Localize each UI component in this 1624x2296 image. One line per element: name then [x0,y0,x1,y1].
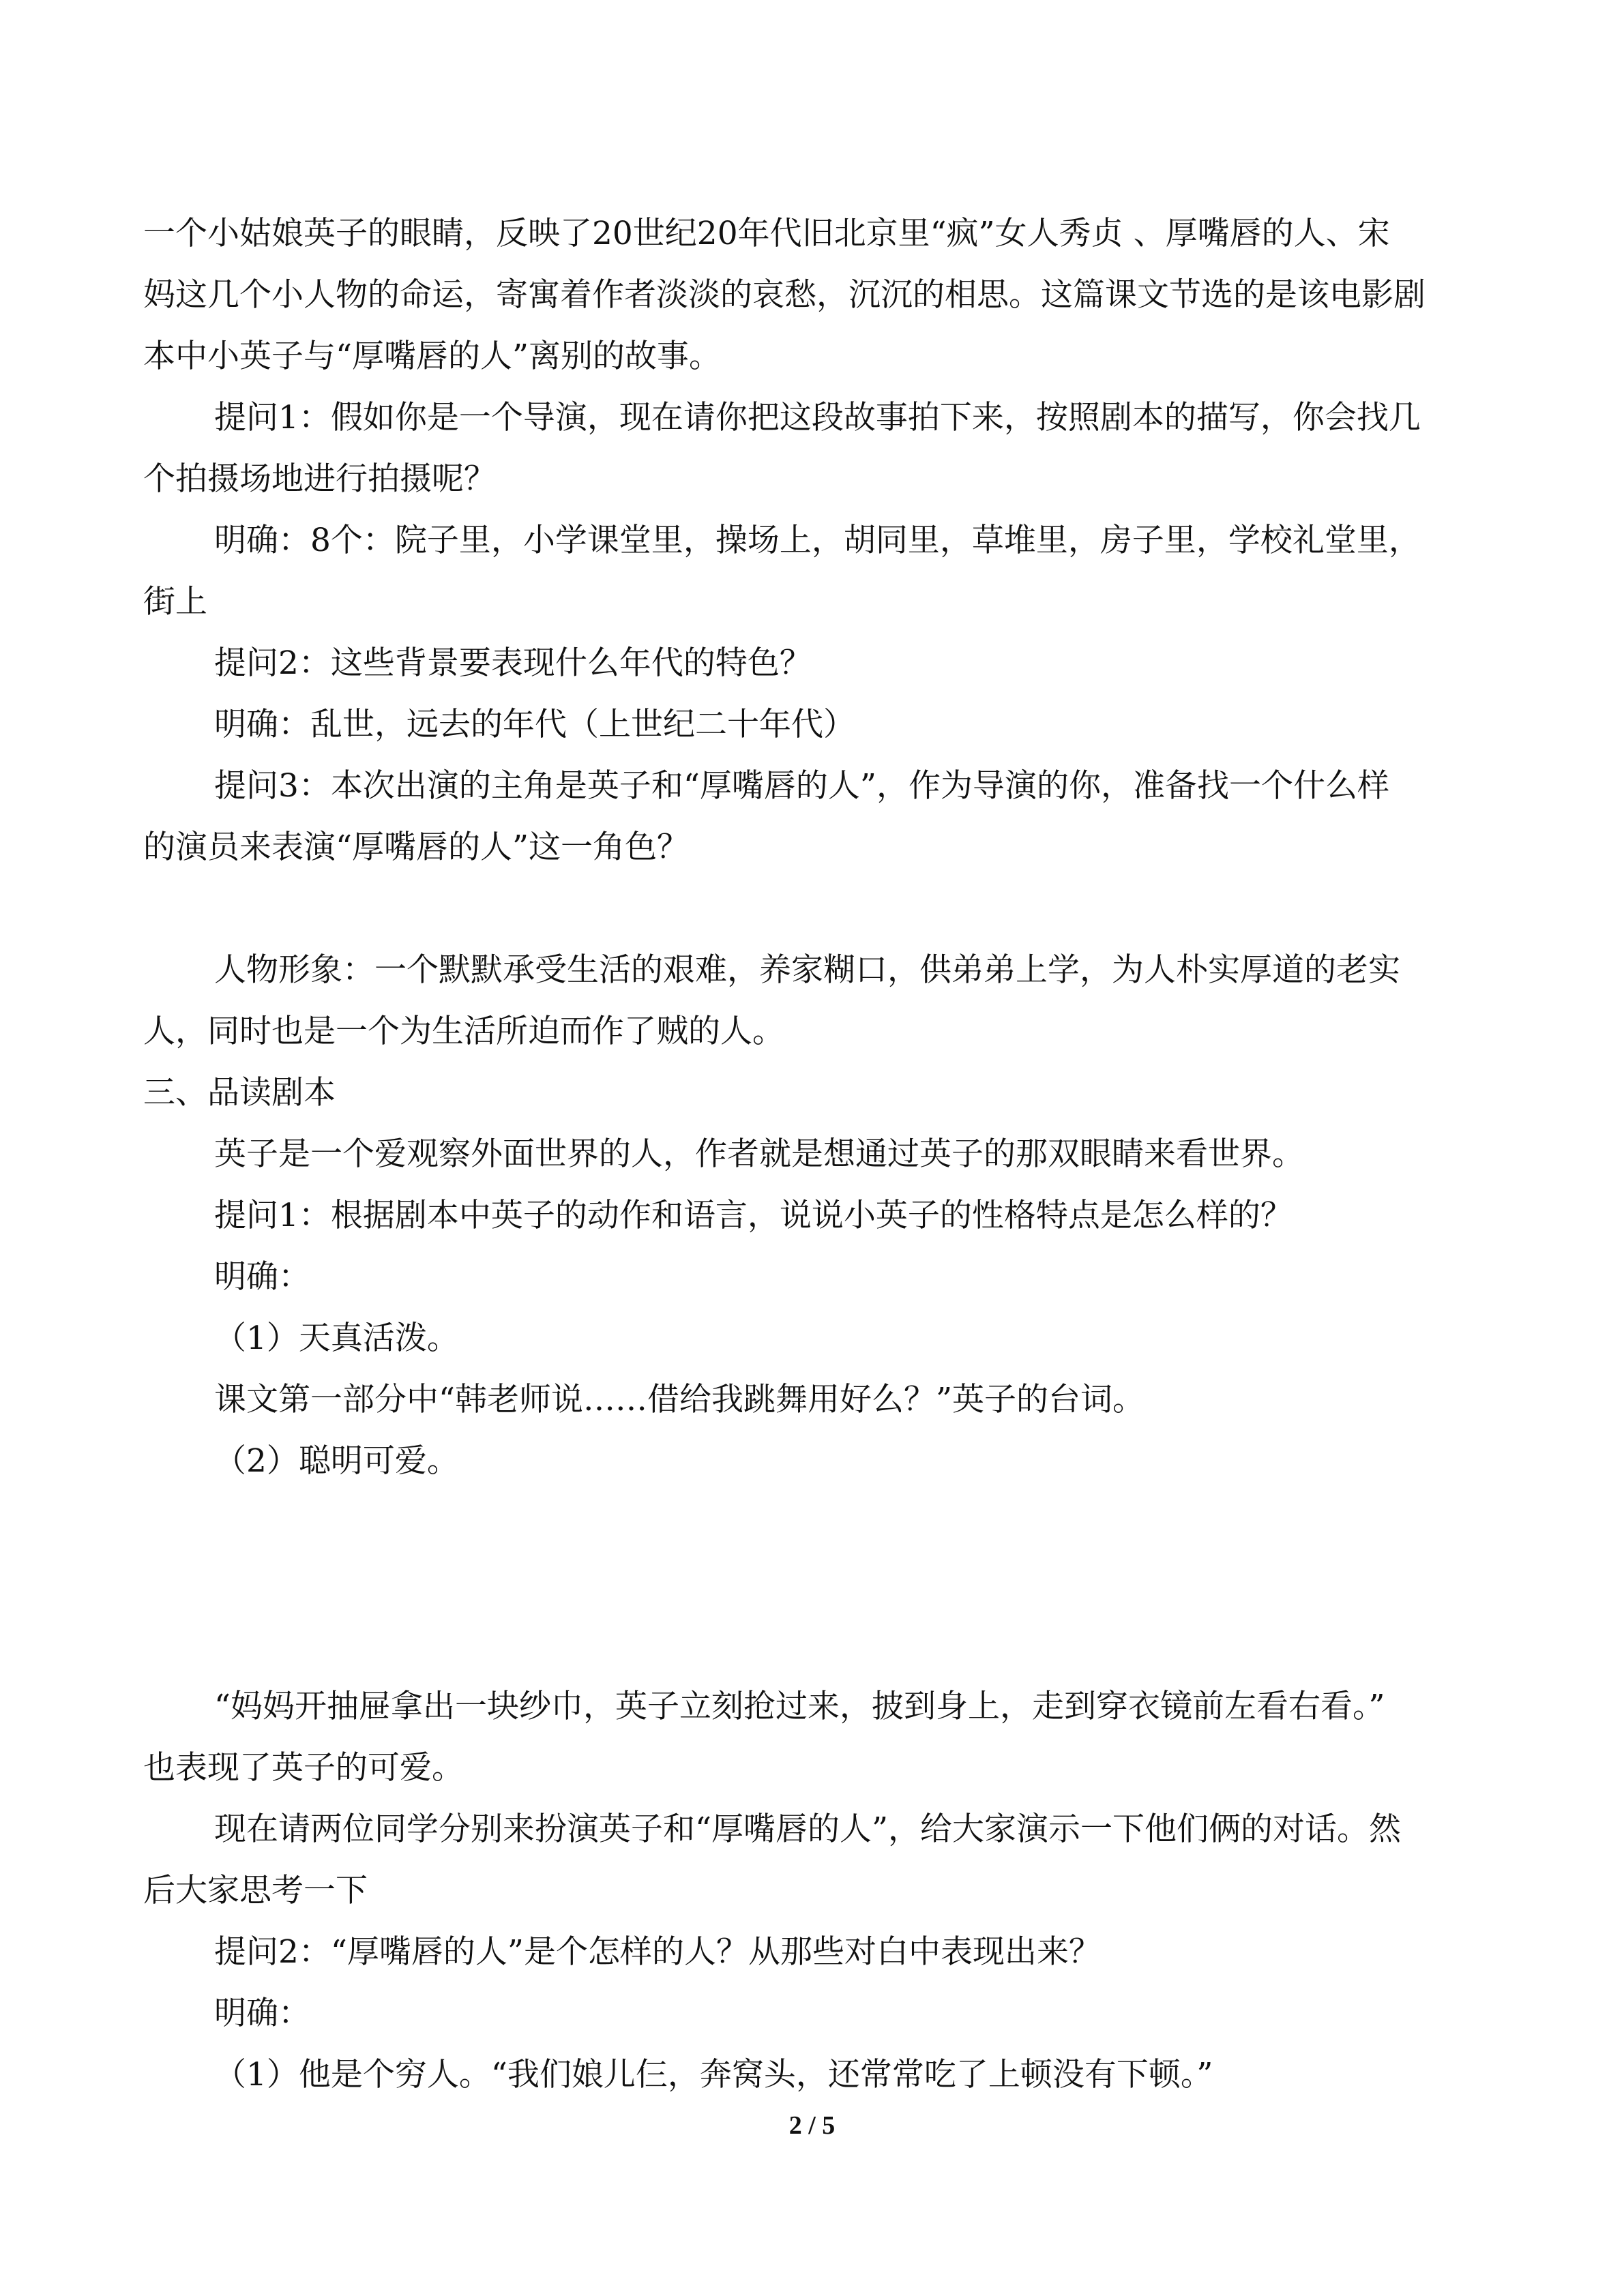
text-line: 英子是一个爱观察外面世界的人，作者就是想通过英子的那双眼睛来看世界。 [214,1135,1304,1173]
answer-label: 明确： [214,1995,310,2032]
point-2: （2）聪明可爱。 [214,1442,459,1480]
dialogue-line [143,1492,1480,1553]
text-line: 一个小姑娘英子的眼睛，反映了20世纪20年代旧北京里“疯”女人秀贞 、厚嘴唇的人、宋 [143,215,1390,252]
answer-text: 明确：乱世，远去的年代（上世纪二十年代） [214,706,855,743]
page-number: 2 / 5 [788,2111,836,2140]
point-1: （1）他是个穷人。“我们娘儿仨，奔窝头，还常常吃了上顿没有下顿。” [214,2056,1213,2093]
dialogue-line [143,1615,1480,1676]
answer-text: 明确：8个：院子里，小学课堂里，操场上，胡同里，草堆里，房子里，学校礼堂里， [214,522,1421,559]
quote-line: “妈妈开抽屉拿出一块纱巾，英子立刻抢过来，披到身上，走到穿衣镜前左看右看。” [214,1688,1385,1725]
text-line: 的演员来表演“厚嘴唇的人”这一角色？ [143,829,690,866]
text-line: 个拍摄场地进行拍摄呢？ [143,460,496,498]
text-line: 也表现了英子的可爱。 [143,1749,464,1787]
question-2-text: 提问2：这些背景要表现什么年代的特色？ [214,644,812,682]
dialogue-line [143,1553,1480,1615]
question-1-text: 提问1：根据剧本中英子的动作和语言，说说小英子的性格特点是怎么样的？ [214,1197,1293,1234]
answer-label: 明确： [214,1258,310,1296]
document-body [143,203,1480,2106]
point-1: （1）天真活泼。 [214,1320,459,1357]
text-line: 后大家思考一下 [143,1872,368,1909]
text-line: 课文第一部分中“韩老师说……借给我跳舞用好么？”英子的台词。 [214,1381,1145,1418]
text-line: 本中小英子与“厚嘴唇的人”离别的故事。 [143,338,722,375]
question-1-text: 提问1：假如你是一个导演，现在请你把这段故事拍下来，按照剧本的描写，你会找几 [214,399,1421,436]
section-heading: 三、品读剧本 [143,1074,336,1112]
text-line: 妈这几个小人物的命运，寄寓着作者淡淡的哀愁，沉沉的相思。这篇课文节选的是该电影剧 [143,276,1426,314]
text-line: 街上 [143,583,207,621]
text-line: 人物形象：一个默默承受生活的艰难，养家糊口，供弟弟上学，为人朴实厚道的老实 [214,951,1400,989]
features-line [143,878,1480,940]
question-2-text: 提问2：“厚嘴唇的人”是个怎样的人？从那些对白中表现出来？ [214,1933,1101,1971]
text-line: 现在请两位同学分别来扮演英子和“厚嘴唇的人”，给大家演示一下他们俩的对话。然 [214,1810,1402,1848]
text-line: 人，同时也是一个为生活所迫而作了贼的人。 [143,1013,784,1050]
question-3-text: 提问3：本次出演的主角是英子和“厚嘴唇的人”，作为导演的你，准备找一个什么样 [214,767,1389,805]
